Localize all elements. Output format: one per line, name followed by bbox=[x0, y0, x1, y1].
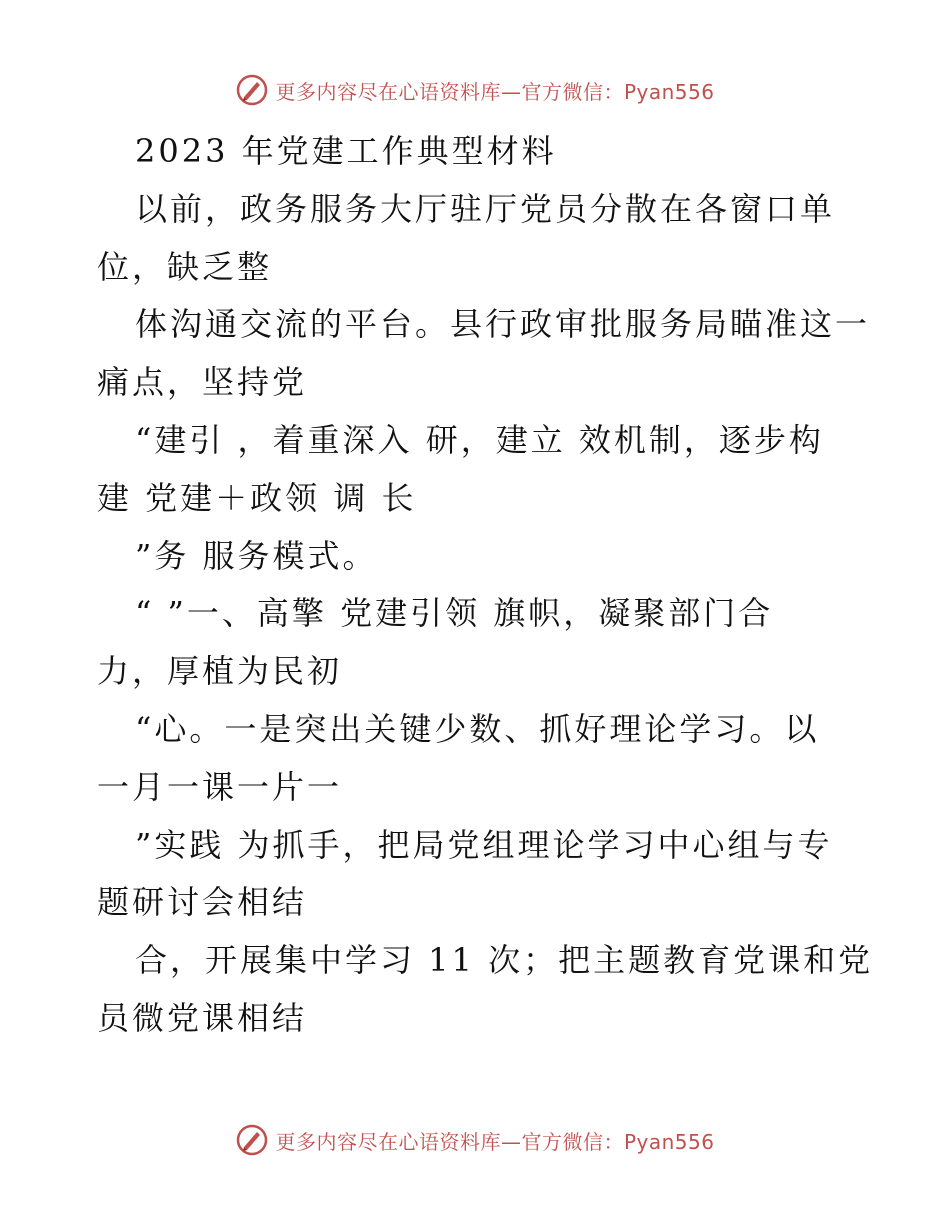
footer-watermark bbox=[0, 1120, 950, 1160]
text-line: 建 党建＋政领 调 长 bbox=[97, 478, 417, 517]
pen-logo-icon bbox=[235, 1123, 269, 1157]
document-title: 2023 年党建工作典型材料 bbox=[135, 132, 557, 170]
text-line: “建引 ，着重深入 研，建立 效机制，逐步构 bbox=[135, 420, 824, 459]
text-line: 位，缺乏整 bbox=[97, 247, 273, 286]
watermark-text: 更多内容尽在心语资料库—官方微信：Pyan556 bbox=[275, 79, 715, 104]
watermark-text: 更多内容尽在心语资料库—官方微信：Pyan556 bbox=[275, 1129, 715, 1154]
text-line: ”实践 为抓手，把局党组理论学习中心组与专 bbox=[135, 825, 833, 864]
text-line: “心。一是突出关键少数、抓好理论学习。以 bbox=[135, 709, 820, 748]
text-line: 一月一课一片一 bbox=[97, 767, 343, 806]
text-line: 以前，政务服务大厅驻厅党员分散在各窗口单 bbox=[135, 189, 836, 228]
text-line: 合，开展集中学习 11 次；把主题教育党课和党 bbox=[135, 941, 874, 980]
text-line: 题研讨会相结 bbox=[97, 883, 308, 922]
pen-logo-icon bbox=[235, 73, 269, 107]
text-line: 痛点，坚持党 bbox=[97, 363, 308, 402]
text-line: “ ”一、高擎 党建引领 旗帜，凝聚部门合 bbox=[135, 594, 774, 633]
text-line: 力，厚植为民初 bbox=[97, 652, 343, 691]
document-body bbox=[0, 123, 950, 1048]
text-line: ”务 服务模式。 bbox=[135, 536, 378, 575]
text-line: 员微党课相结 bbox=[97, 998, 308, 1037]
header-watermark bbox=[0, 70, 950, 110]
text-line: 体沟通交流的平台。县行政审批服务局瞄准这一 bbox=[135, 305, 871, 344]
